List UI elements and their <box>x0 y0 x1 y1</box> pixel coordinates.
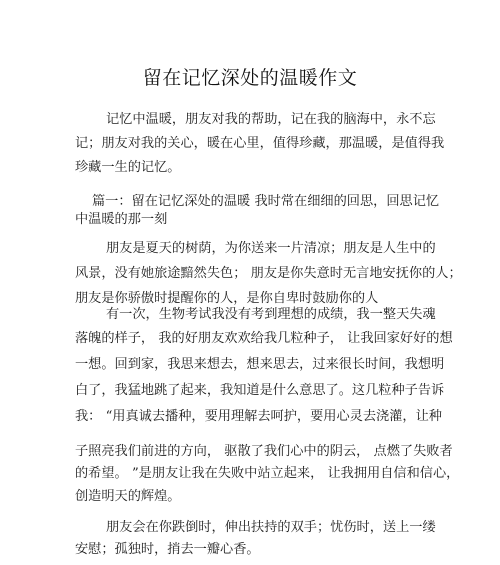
paragraph-line: 珍藏一生的记忆。 <box>75 160 181 175</box>
paragraph-line: 朋友是你骄傲时提醒你的人，是你自卑时鼓励你的人 <box>75 291 379 306</box>
paragraph-line: 的希望。 ”是朋友让我在失败中站立起来， 让我拥用自信和信心， <box>75 466 460 481</box>
paragraph-line: 篇一：留在记忆深处的温暖 我时常在细细的回思，回思记忆 <box>92 194 440 209</box>
paragraph-line: 我： “用真诚去播种，要用理解去呵护，要用心灵去浇灌，让种 <box>75 409 442 424</box>
paragraph-line: 记忆中温暖，朋友对我的帮助，记在我的脑海中，永不忘 <box>106 112 436 127</box>
paragraph-line: 朋友是夏天的树荫，为你送来一片清凉；朋友是人生中的 <box>106 241 436 256</box>
paragraph-line: 风景，没有她旅途黯然失色； 朋友是你失意时无言地安抚你的人； <box>75 266 462 281</box>
paragraph-line: 子照亮我们前进的方向， 驱散了我们心中的阴云， 点燃了失败者 <box>75 444 453 459</box>
paragraph-line: 一想。回到家，我思来想去，想来思去，过来很长时间，我想明 <box>75 357 445 372</box>
paragraph-line: 白了，我猛地跳了起来，我知道是什么意思了。这几粒种子告诉 <box>75 383 445 398</box>
paragraph-line: 创造明天的辉煌。 <box>75 489 181 504</box>
paragraph-line: 朋友会在你跌倒时，伸出扶持的双手；忧伤时，送上一缕 <box>106 520 436 535</box>
paragraph-line: 落魄的样子， 我的好朋友欢欢给我几粒种子， 让我回家好好的想 <box>75 331 453 346</box>
paragraph-line: 中温暖的那一刻 <box>75 212 168 227</box>
paragraph-line: 有一次，生物考试我没有考到理想的成绩，我一整天失魂 <box>106 307 436 322</box>
paragraph-line: 记；朋友对我的关心，暖在心里，值得珍藏，那温暖，是值得我 <box>75 136 445 151</box>
document-title: 留在记忆深处的温暖作文 <box>142 67 358 89</box>
paragraph-line: 安慰；孤独时，捎去一瓣心香。 <box>75 542 260 557</box>
